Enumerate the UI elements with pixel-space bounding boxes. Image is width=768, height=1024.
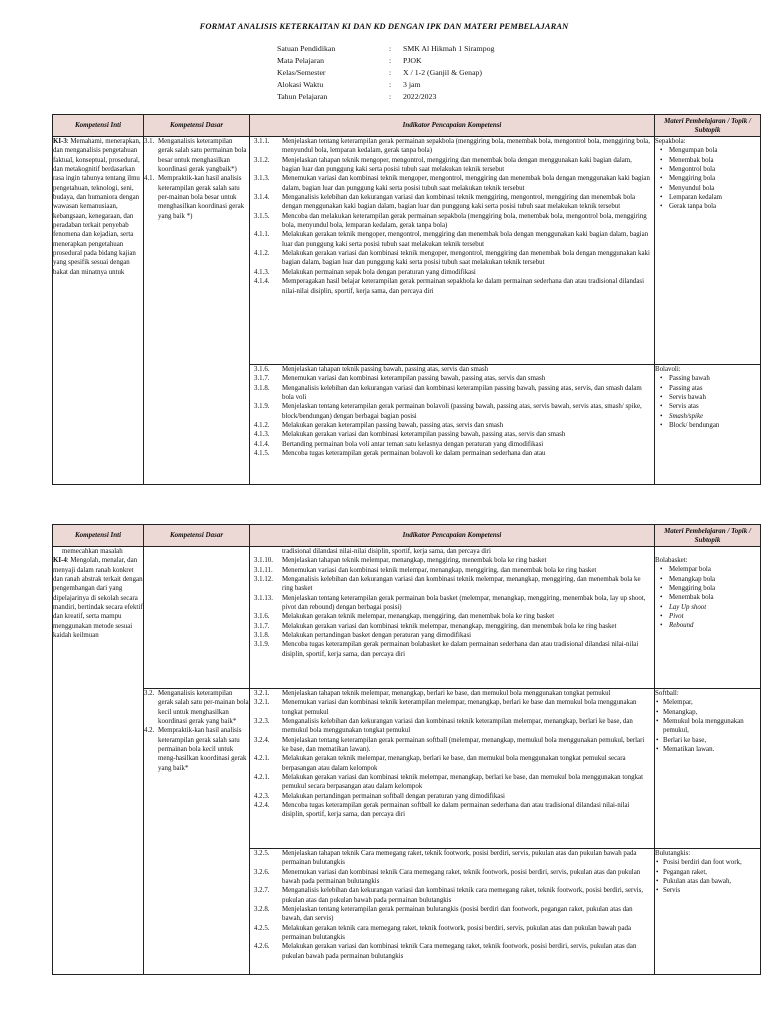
materi-item: • Passing bawah (655, 374, 760, 383)
materi-item: • Passing atas (655, 384, 760, 393)
indikator-row (250, 556, 654, 565)
indikator-row (250, 792, 654, 801)
indikator-number: 4.2.1. (254, 774, 270, 782)
indikator-text: Melakukan gerakan variasi dan kombinasi keterampilan passing bawah, passing atas, servis dan smash (282, 431, 566, 439)
header-kompetensi-dasar: Kompetensi Dasar (144, 525, 250, 547)
indikator-text: Menjelaskan tahapan teknik mengoper, mengontrol, menggiring dan menembak bola dengan menggunakan kaki bagian dalam, bagian luar dan punggung kaki serta posisi tubuh saat melakukan teknik tersebut (282, 156, 632, 174)
indikator-text: Melakukan gerakan teknik melempar, menangkap, berlari ke base, dan memukul bola menggunakan tongkat pemukul secara berpasangan atau dalam kelompok (282, 755, 626, 772)
indikator-row (250, 942, 654, 961)
analysis-table-page-1 (52, 114, 761, 485)
indikator-cell (250, 689, 655, 849)
kd-number: 3.1. (144, 138, 155, 145)
indikator-row (250, 868, 654, 887)
materi-item: • Menembak bola (655, 593, 760, 602)
indikator-number: 4.1.1. (254, 231, 270, 239)
indikator-text: Menemukan variasi dan kombinasi teknik Cara memegang raket, teknik footwork, posisi berdiri, servis, pukulan atas dan pukulan bawah pada permainan bulutangkis (282, 868, 641, 886)
analysis-table-page-2 (52, 524, 761, 975)
indikator-number: 3.2.5. (254, 850, 270, 857)
materi-cell (655, 137, 761, 365)
header-indikator: Indikator Pencapaian Kompetensi (250, 525, 655, 547)
materi-item: • Mematikan lawan. (655, 745, 760, 754)
kd-text: Mempraktik-kan hasil analisis keterampilan gerak salah satu permainan bola kecil untuk meng-hasilkan koordinasi gerak yang baik* (158, 727, 247, 772)
materi-item: • Smash/spike (655, 412, 760, 421)
meta-value: 2022/2023 (403, 92, 437, 101)
materi-cell (655, 849, 761, 975)
meta-label: Kelas/Semester (277, 68, 326, 77)
materi-item: • Melempar bola (655, 565, 760, 574)
indikator-number: 4.2.1. (254, 755, 270, 763)
indikator-cell (250, 849, 655, 975)
materi-item: • Servis atas (655, 402, 760, 411)
indikator-row (250, 277, 654, 296)
indikator-number: 4.1.4. (254, 278, 270, 286)
indikator-row (250, 594, 654, 613)
indikator-row (250, 193, 654, 212)
indikator-number: 4.1.2. (254, 422, 270, 430)
header-kompetensi-inti: Kompetensi Inti (53, 525, 144, 547)
indikator-number: 3.1.2. (254, 156, 270, 164)
ki-cell (53, 547, 144, 975)
indikator-text: Melakukan gerakan variasi dan kombinasi teknik mengoper, mengontrol, menggiring dan menembak bola dengan menggunakan kaki bagian dalam, bagian luar dan punggung kaki serta posisi tubuh saat melakukan teknik tersebut (282, 250, 650, 267)
indikator-text: Menganalisis kelebihan dan kekurangan variasi dan kombinasi teknik cara memegang raket, teknik footwork, posisi berdiri, servis, pukulan atas dan pukulan bawah pada permainan bulutangkis (282, 887, 644, 904)
materi-item: • Lay Up shoot (655, 603, 760, 612)
indikator-row (250, 440, 654, 449)
materi-list (655, 858, 760, 895)
materi-list (655, 565, 760, 630)
indikator-number: 3.1.11. (254, 566, 273, 574)
indikator-text: Menjelaskan tentang keterampilan gerak permainan softball (melempar, menangkap, memukul bola menggunakan pemukul, berlari ke base, dan mematikan lawan). (282, 736, 645, 754)
indikator-number: 3.1.5. (254, 212, 270, 220)
indikator-text: Melakukan gerakan variasi dan kombinasi teknik melempar, menangkap, berlari ke base, dan memukul bola menggunakan tongkat pemukul secara berpasangan atau dalam kelompok (282, 774, 643, 791)
indikator-text: Menjelaskan tentang keterampilan gerak permainan bola basket (melempar, menangkap, menggiring, menembak bola, lay up shoot, pivot dan rebound) dengan berbagai posisi) (282, 594, 646, 612)
materi-list (655, 698, 760, 754)
indikator-cell (250, 137, 655, 365)
ki-text: : Mengolah, menalar, dan menyaji dalam ranah konkret dan ranah abstrak terkait dengan pengembangan dari yang dipelajarinya di sekolah secara mandiri, bertindak secara efektif dan kreatif, serta mampu menggunakan metode sesuai kaidah keilmuan (53, 557, 143, 640)
indikator-row (250, 849, 654, 868)
indikator-row (250, 174, 654, 193)
meta-label: Mata Pelajaran (277, 56, 324, 65)
indikator-text: Mencoba tugas keterampilan gerak permainan softball ke dalam permainan sederhana dan atau tradisional dilandasi nilai-nilai disiplin, sportif, kerja sama, dan percaya diri (282, 802, 630, 819)
indikator-text: Menganalisis kelebihan dan kekurangan variasi dan kombinasi keterampilan passing bawah, passing atas, servis, dan smash dalam bola voli (282, 384, 642, 402)
materi-item: • Pivot (655, 612, 760, 621)
kd-text: Menganalisis keterampilan gerak salah satu per-mainan bola kecil untuk menghasilkan koordinasi gerak yang baik* (158, 690, 249, 726)
kd-cell (144, 689, 250, 975)
indikator-text: Mencoba tugas keterampilan gerak permainan bolavoli ke dalam permainan sederhana dan atau (282, 450, 546, 458)
ki-label: KI-3 (53, 138, 67, 145)
indikator-row (250, 631, 654, 640)
materi-item: • Mengontrol bola (655, 165, 760, 174)
indikator-row (250, 365, 654, 374)
header-kompetensi-dasar: Kompetensi Dasar (144, 115, 250, 137)
materi-item: • Melempar, (655, 698, 760, 707)
indikator-row (250, 736, 654, 755)
indikator-row (250, 374, 654, 383)
indikator-row (250, 268, 654, 277)
indikator-number: 4.1.3. (254, 431, 270, 439)
indikator-row (250, 905, 654, 924)
indikator-number: 4.1.5. (254, 450, 270, 458)
indikator-row (250, 402, 654, 421)
ki-text-continued: memecahkan masalah (62, 548, 123, 555)
materi-item: • Pukulan atas dan bawah, (655, 877, 760, 886)
materi-item: • Menyundul bola (655, 184, 760, 193)
meta-row: Tahun Pelajaran : 2022/2023 (277, 92, 437, 101)
indikator-number: 3.1.4. (254, 194, 270, 202)
indikator-number: 4.2.3. (254, 792, 270, 800)
kd-cell (144, 137, 250, 485)
indikator-text: Menemukan variasi dan kombinasi teknik keterampilan melempar, menangkap, berlari ke base dan memukul bola menggunakan tongkat pemukul (282, 699, 637, 716)
indikator-number: 3.1.7. (254, 375, 270, 383)
indikator-text: Menjelaskan tahapan teknik melempar, menangkap, berlari ke base, dan memukul bola menggunakan tongkat pemukul (282, 690, 611, 697)
indikator-number: 3.1.13. (254, 594, 273, 602)
indikator-number: 4.2.6. (254, 943, 270, 951)
indikator-number: 3.1.8. (254, 384, 270, 392)
indikator-text: Melakukan permainan sepak bola dengan peraturan yang dimodifikasi (282, 268, 476, 276)
indikator-number: 3.1.1. (254, 138, 270, 145)
indikator-text: Menjelaskan tahapan teknik Cara memegang raket, teknik footwork, posisi berdiri, servis, pukulan atas dan pukulan bawah pada permainan bulutangkis (282, 850, 637, 867)
indikator-number: 3.1.3. (254, 175, 270, 183)
indikator-text: Melakukan gerakan teknik cara memegang raket, teknik footwork, posisi berdiri, servis, pukulan atas dan pukulan bawah pada permainan bulutangkis (282, 924, 632, 942)
meta-row: Satuan Pendidikan : SMK Al Hikmah 1 Sirampog (277, 44, 495, 53)
header-kompetensi-inti: Kompetensi Inti (53, 115, 144, 137)
indikator-number: 3.2.3. (254, 718, 270, 726)
materi-cell (655, 689, 761, 849)
indikator-text: tradisional dilandasi nilai-nilai disiplin, sportif, kerja sama, dan percaya diri (282, 548, 491, 555)
indikator-number: 3.1.6. (254, 613, 270, 621)
materi-item: • Berlari ke base, (655, 736, 760, 745)
indikator-row (250, 384, 654, 403)
indikator-row (250, 689, 654, 698)
indikator-number: 3.1.9. (254, 403, 270, 411)
kd-text: Mempraktik-kan hasil analisis keterampilan gerak salah satu per-mainan bola besar untuk menghasilkan koordinasi gerak yang baik *) (158, 175, 245, 220)
indikator-text: Memperagakan hasil belajar keterampilan gerak permainan sepakbola ke dalam permainan sederhana dan atau tradisional dilandasi nilai-nilai disiplin, sportif, kerja sama, dan percaya diri (282, 278, 644, 295)
materi-item: • Menembak bola (655, 156, 760, 165)
materi-item: • Block/ bendungan (655, 421, 760, 430)
document-title: FORMAT ANALISIS KETERKAITAN KI DAN KD DENGAN IPK DAN MATERI PEMBELAJARAN (199, 21, 569, 31)
indikator-number: 4.1.4. (254, 440, 270, 448)
materi-item: • Menangkap bola (655, 575, 760, 584)
indikator-number: 3.2.6. (254, 868, 270, 876)
indikator-row (250, 547, 654, 556)
materi-item: • Gerak tanpa bola (655, 202, 760, 211)
materi-cell (655, 547, 761, 689)
indikator-text: Menjelaskan tentang keterampilan gerak permainan bulutangkis (posisi berdiri dan footwork, pegangan raket, pukulan atas dan bawah, dan servis) (282, 906, 633, 923)
meta-label: Satuan Pendidikan (277, 44, 336, 53)
indikator-number: 3.2.7. (254, 887, 270, 895)
indikator-text: Melakukan pertandingan basket dengan peraturan yang dimodifikasi (282, 632, 472, 640)
indikator-text: Menganalisis kelebihan dan kekurangan variasi dan kombinasi teknik keterampilan melempar, menangkap, berlari ke base, dan memukul bola menggunakan tongkat pemukul (282, 718, 633, 735)
materi-cell (655, 365, 761, 485)
indikator-row (250, 230, 654, 249)
kd-number: 4.1. (144, 175, 155, 183)
indikator-text: Bertanding permainan bola voli antar teman satu kelasnya dengan peraturan yang dimodifikasi (282, 440, 544, 448)
indikator-row (250, 698, 654, 717)
kd-text: Menganalisis keterampilan gerak salah satu permainan bola besar untuk menghasilkan koordinasi gerak yangbaik*) (158, 138, 247, 174)
materi-list (655, 374, 760, 430)
indikator-number: 3.2.8. (254, 906, 270, 914)
indikator-row (250, 212, 654, 231)
indikator-text: Menjelaskan tentang keterampilan gerak permainan sepakbola (menggiring bola, menembak bola, mengontrol bola, menggiring bola, menyundul bola, lemparan kedalam, gerak tanpa bola) (282, 138, 650, 155)
kd-cell-empty (144, 547, 250, 689)
ki-text: : Memahami, menerapkan, dan menganalisis pengetahuan faktual, konseptual, prosedural, dan metakognitif berdasarkan rasa ingin tahunya tentang ilmu pengetahuan, teknologi, seni, budaya, dan humaniora dengan wawasan kemanusiaan, kebangsaan, kenegaraan, dan peradaban terkait penyebab fenomena dan kejadian, serta menerapkan pengetahuan prosedural pada bidang kajian yang spesifik sesuai dengan bakat dan minatnya untuk (53, 138, 141, 276)
indikator-number: 4.2.5. (254, 924, 270, 932)
indikator-number: 3.2.1. (254, 699, 270, 707)
header-materi: Materi Pembelajaran / Topik / Subtopik (655, 115, 761, 137)
indikator-text: Menemukan variasi dan kombinasi keterampilan passing bawah, passing atas, servis dan smash (282, 375, 546, 383)
materi-heading: Bulutangkis: (655, 850, 691, 857)
indikator-text: Melakukan gerakan teknik melempar, menangkap, menggiring, dan menembak bola ke ring basket (282, 613, 555, 621)
materi-item: • Servis bawah (655, 393, 760, 402)
materi-list (655, 146, 760, 211)
indikator-text: Menganalisis kelebihan dan kekurangan variasi dan kombinasi teknik melempar, menangkap, menggiring, dan menembak bola ke ring basket (282, 576, 641, 593)
materi-heading: Bolabasket: (655, 557, 688, 564)
kd-number: 4.2. (144, 727, 155, 735)
indikator-text: Menjelaskan tentang keterampilan gerak permainan bolavoli (passing bawah, passing atas, servis bawah, servis atas, smash/ spike, block/bendungan) dengan berbagai bagian posisi (282, 403, 642, 420)
indikator-number: 3.2.1. (254, 690, 270, 697)
indikator-number: 4.1.3. (254, 268, 270, 276)
indikator-number: 4.2.4. (254, 802, 270, 810)
ki-cell (53, 137, 144, 485)
materi-item: • Menggiring bola (655, 174, 760, 183)
meta-value: X / 1-2 (Ganjil & Genap) (403, 68, 483, 77)
meta-value: SMK Al Hikmah 1 Sirampog (403, 44, 495, 53)
indikator-text: Melakukan gerakan keterampilan passing bawah, passing atas, servis dan smash (282, 422, 504, 430)
materi-item: • Posisi berdiri dan foot work, (655, 858, 760, 867)
indikator-row (250, 886, 654, 905)
indikator-text: Menjelaskan tahapan teknik melempar, menangkap, menggiring, menembak bola ke ring basket (282, 557, 547, 565)
document-meta (277, 43, 494, 103)
indikator-number: 3.1.10. (254, 557, 273, 565)
indikator-row (250, 717, 654, 736)
indikator-row (250, 612, 654, 621)
indikator-number: 3.2.4. (254, 736, 270, 744)
indikator-row (250, 156, 654, 175)
indikator-row (250, 924, 654, 943)
indikator-text: Menemukan variasi dan kombinasi teknik melempar, menangkap, menggiring, dan menembak bola ke ring basket (282, 566, 597, 574)
meta-value: 3 jam (403, 80, 421, 89)
materi-item: • Memukul bola menggunakan pemukul, (655, 717, 760, 736)
indikator-row (250, 421, 654, 430)
kd-item (144, 174, 249, 221)
ki-label: KI-4 (53, 557, 67, 565)
materi-item: • Menangkap, (655, 708, 760, 717)
meta-row: Alokasi Waktu : 3 jam (277, 80, 421, 89)
materi-heading: Softball: (655, 690, 679, 697)
materi-item: • Mengumpan bola (655, 146, 760, 155)
header-indikator: Indikator Pencapaian Kompetensi (250, 115, 655, 137)
indikator-text: Melakukan gerakan variasi dan kombinasi teknik melempar, menangkap, menggiring, dan menembak bola ke ring basket (282, 622, 617, 630)
indikator-number: 3.1.8. (254, 632, 270, 640)
indikator-text: Menemukan variasi dan kombinasi teknik mengoper, mengontrol, menggiring dan menembak bola dengan menggunakan kaki bagian dalam, bagian luar dan punggung kaki serta posisi tubuh saat melakukan teknik tersebut (282, 175, 650, 192)
indikator-number: 4.1.2. (254, 250, 270, 258)
indikator-text: Melakukan pertandingan permainan softball dengan peraturan yang dimodifikasi (282, 792, 505, 800)
indikator-text: Mencoba tugas keterampilan gerak permainan bolabasket ke dalam permainan sederhana dan atau tradisional dilandasi nilai-nilai disiplin, sportif, kerja sama, dan percaya diri (282, 641, 639, 658)
kd-number: 3.2. (144, 690, 155, 697)
materi-heading: Bolavoli: (655, 366, 681, 373)
meta-label: Alokasi Waktu (277, 80, 324, 89)
indikator-row (250, 622, 654, 631)
kd-item (144, 689, 249, 726)
meta-row: Kelas/Semester : X / 1-2 (Ganjil & Genap) (277, 68, 483, 77)
materi-item: • Pegangan raket, (655, 868, 760, 877)
indikator-number: 3.1.12. (254, 576, 273, 584)
indikator-number: 3.1.6. (254, 366, 270, 373)
indikator-row (250, 137, 654, 156)
indikator-text: Melakukan gerakan variasi dan kombinasi teknik Cara memegang raket, teknik footwork, posisi berdiri, servis, pukulan atas dan pukulan bawah pada permainan bulutangkis (282, 943, 637, 960)
meta-label: Tahun Pelajaran (277, 92, 328, 101)
indikator-row (250, 801, 654, 820)
indikator-row (250, 249, 654, 268)
indikator-row (250, 430, 654, 439)
indikator-text: Melakukan gerakan teknik mengoper, mengontrol, menggiring dan menembak bola dengan menggunakan kaki bagian dalam, bagian luar dan punggung kaki serta posisi tubuh saat melakukan teknik tersebut (282, 231, 649, 248)
materi-item: • Servis (655, 886, 760, 895)
indikator-cell (250, 547, 655, 689)
indikator-row (250, 566, 654, 575)
indikator-number: 3.1.9. (254, 641, 270, 649)
meta-row: Mata Pelajaran : PJOK (277, 56, 422, 65)
materi-item: • Lemparan kedalam (655, 193, 760, 202)
header-materi: Materi Pembelajaran / Topik / Subtopik (655, 525, 761, 547)
materi-heading: Sepakbola: (655, 138, 686, 145)
indikator-text: Menganalisis kelebihan dan kekurangan variasi dan kombinasi teknik menggiring, mengontrol, menggiring dan menembak bola dengan menggunakan kaki bagian dalam, bagian luar dan punggung kaki serta posisi tubuh saat melakukan teknik tersebut (282, 194, 636, 211)
kd-item (144, 137, 249, 174)
indikator-row (250, 640, 654, 659)
materi-item: • Menggiring bola (655, 584, 760, 593)
indikator-text: Mencoba dan melakukan keterampilan gerak permainan sepakbola (menggiring bola, menembak bola, mengontrol bola, menggiring bola, menyundul bola, lemparan kedalam, gerak tanpa bola) (282, 212, 647, 230)
meta-value: PJOK (403, 56, 422, 65)
indikator-row (250, 773, 654, 792)
indikator-row (250, 575, 654, 594)
indikator-row (250, 754, 654, 773)
indikator-text: Menjelaskan tahapan teknik passing bawah, passing atas, servis dan smash (282, 366, 489, 373)
indikator-cell (250, 365, 655, 485)
indikator-number: 3.1.7. (254, 622, 270, 630)
kd-item (144, 726, 249, 773)
indikator-row (250, 449, 654, 458)
materi-item: • Rebound (655, 621, 760, 630)
